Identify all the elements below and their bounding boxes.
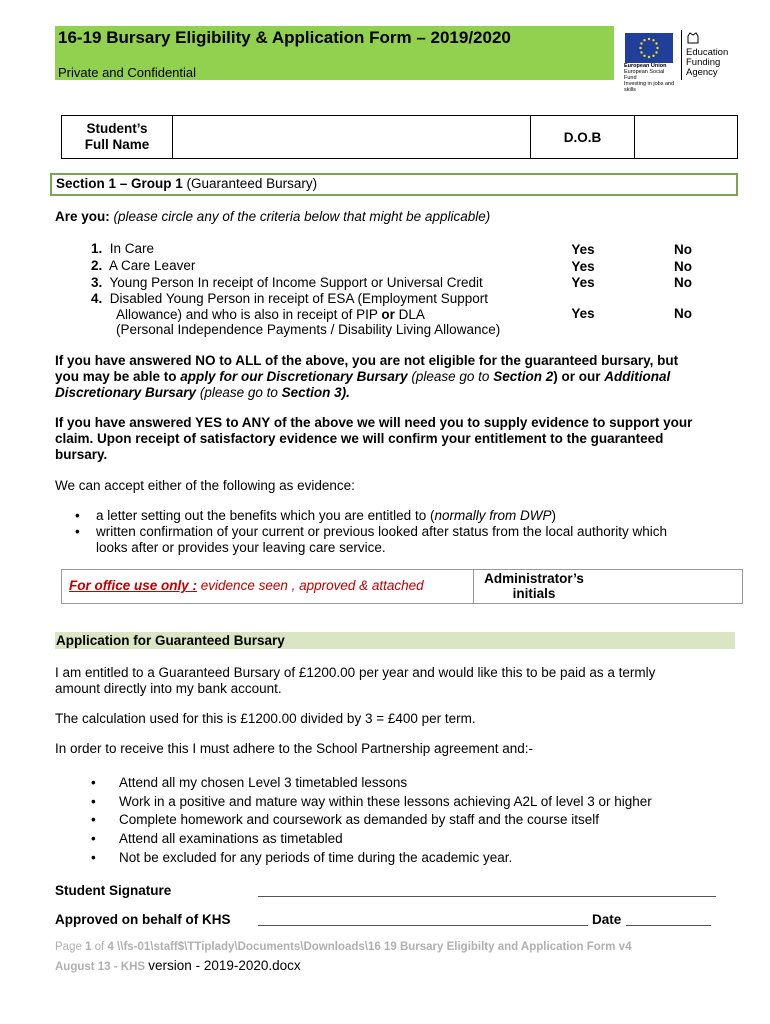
bullet-icon: • bbox=[75, 508, 80, 523]
application-title: Application for Guaranteed Bursary bbox=[56, 633, 285, 648]
approved-signature-line[interactable] bbox=[258, 925, 588, 926]
criteria-text: (Personal Independence Payments / Disability Living Allowance) bbox=[116, 322, 501, 337]
agreement-bullet bbox=[91, 831, 343, 847]
admin-line1: Administrator’s bbox=[484, 571, 584, 586]
np-l2c: (please go to bbox=[407, 369, 494, 384]
date-line[interactable] bbox=[626, 925, 711, 926]
question-bold: Are you: bbox=[55, 209, 110, 224]
criteria-text: In Care bbox=[109, 241, 155, 256]
yes-option-3[interactable]: Yes bbox=[571, 275, 595, 290]
criteria-item-1[interactable] bbox=[91, 241, 154, 257]
np-l3b: (please go to bbox=[196, 385, 282, 400]
efa-line-1: Education bbox=[686, 47, 729, 58]
no-option-4[interactable]: No bbox=[674, 306, 692, 321]
dob-label: D.O.B bbox=[531, 116, 635, 159]
criteria-or: or bbox=[381, 307, 395, 322]
student-name-field[interactable] bbox=[173, 116, 531, 159]
criteria-text: Disabled Young Person in receipt of ESA (Employment Support bbox=[109, 291, 489, 306]
footer-pages: 4 bbox=[107, 941, 114, 953]
eu-line-2: European Social Fund bbox=[624, 69, 665, 81]
office-label: For office use only : bbox=[69, 578, 198, 593]
no-answer-paragraph bbox=[55, 353, 735, 401]
footer-line-1 bbox=[55, 941, 631, 953]
application-para-3: In order to receive this I must adhere to the School Partnership agreement and:- bbox=[55, 741, 534, 756]
np-l2a: you may be able to bbox=[55, 369, 181, 384]
criteria-item-4-line3 bbox=[116, 322, 500, 338]
bullet-icon: • bbox=[91, 831, 96, 846]
criteria-num: 2. bbox=[91, 258, 103, 273]
section1-title-rest: (Guaranteed Bursary) bbox=[182, 176, 318, 191]
admin-initials-label bbox=[474, 571, 594, 601]
np-l2f: Additional bbox=[604, 369, 671, 384]
agreement-text: Attend all my chosen Level 3 timetabled lessons bbox=[119, 775, 408, 790]
no-para-line2 bbox=[55, 369, 735, 385]
np-l2d: Section 2 bbox=[493, 369, 554, 384]
crest-icon bbox=[686, 31, 700, 45]
student-signature-line[interactable] bbox=[258, 896, 716, 897]
application-para-1 bbox=[55, 665, 735, 697]
footer-page-word: Page bbox=[55, 941, 86, 953]
footer-page-num: 1 bbox=[85, 941, 92, 953]
app-p1-line1: I am entitled to a Guaranteed Bursary of £1200.00 per year and would like this to be paid as a termly bbox=[55, 665, 656, 680]
ev-b1b: normally from DWP bbox=[434, 508, 552, 523]
bullet-icon: • bbox=[91, 794, 96, 809]
form-title: 16-19 Bursary Eligibility & Application Form – 2019/2020 bbox=[58, 28, 511, 47]
agreement-text: Work in a positive and mature way within these lessons achieving A2L of level 3 or higher bbox=[119, 794, 652, 809]
bullet-icon: • bbox=[75, 524, 80, 539]
criteria-item-3[interactable] bbox=[91, 275, 483, 291]
criteria-num: 3. bbox=[91, 275, 103, 290]
criteria-item-4-line2 bbox=[116, 307, 425, 323]
evidence-bullet-2 bbox=[75, 524, 668, 540]
footer-version: version - 2019-2020.docx bbox=[148, 958, 301, 973]
efa-line-2: Funding bbox=[686, 57, 721, 68]
no-option-1[interactable]: No bbox=[674, 242, 692, 257]
yes-answer-paragraph bbox=[55, 415, 735, 463]
no-option-3[interactable]: No bbox=[674, 275, 692, 290]
student-details-table bbox=[61, 115, 738, 159]
question-italic: (please circle any of the criteria below that might be applicable) bbox=[113, 209, 491, 224]
no-para-line1: If you have answered NO to ALL of the above, you are not eligible for the guaranteed bursary, but bbox=[55, 353, 679, 368]
dob-field[interactable] bbox=[635, 116, 738, 159]
eu-flag-logo bbox=[625, 33, 673, 63]
efa-line-3: Agency bbox=[686, 67, 718, 78]
efa-logo-text bbox=[686, 48, 728, 78]
np-l3c: Section 3 bbox=[281, 385, 342, 400]
eu-logo-text bbox=[624, 63, 678, 93]
agreement-text: Not be excluded for any periods of time during the academic year. bbox=[119, 850, 513, 865]
np-l3a: Discretionary Bursary bbox=[55, 385, 197, 400]
student-name-label bbox=[62, 116, 173, 159]
footer-path: \\fs-01\staff$\TTiplady\Documents\Downloads\16 19 Bursary Eligibilty and Application Form v4 bbox=[113, 941, 632, 953]
section1-title-bold: Section 1 – Group 1 bbox=[56, 176, 183, 191]
office-evidence-text: evidence seen , approved & attached bbox=[197, 578, 424, 593]
bullet-icon: • bbox=[91, 850, 96, 865]
yes-option-1[interactable]: Yes bbox=[571, 242, 595, 257]
criteria-question bbox=[55, 209, 490, 224]
yes-para-line2: claim. Upon receipt of satisfactory evidence we will confirm your entitlement to the guaranteed bbox=[55, 431, 664, 446]
np-l2b: apply for our Discretionary Bursary bbox=[180, 369, 408, 384]
agreement-text: Complete homework and coursework as demanded by staff and the course itself bbox=[119, 812, 600, 827]
bullet-icon: • bbox=[91, 812, 96, 827]
office-use-text bbox=[69, 578, 424, 593]
criteria-num: 4. bbox=[91, 291, 103, 306]
app-p1-line2: amount directly into my bank account. bbox=[55, 681, 282, 696]
yes-option-4[interactable]: Yes bbox=[571, 306, 595, 321]
no-option-2[interactable]: No bbox=[674, 259, 692, 274]
np-l2e: ) or our bbox=[553, 369, 605, 384]
eu-line-3: Investing in jobs and skills bbox=[624, 81, 675, 93]
agreement-bullet bbox=[91, 794, 652, 810]
criteria-num: 1. bbox=[91, 241, 103, 256]
criteria-text: A Care Leaver bbox=[109, 258, 196, 273]
np-l3d: ). bbox=[341, 385, 350, 400]
eu-line-1: European Union bbox=[624, 63, 667, 69]
agreement-bullet bbox=[91, 850, 513, 866]
approved-label: Approved on behalf of KHS bbox=[55, 912, 231, 927]
form-subtitle: Private and Confidential bbox=[58, 65, 197, 80]
evidence-bullet-2-cont: looks after or provides your leaving care service. bbox=[96, 540, 386, 555]
student-signature-label: Student Signature bbox=[55, 883, 172, 898]
evidence-bullet-1-text bbox=[96, 508, 556, 524]
ev-b1c: ) bbox=[551, 508, 556, 523]
criteria-text: Allowance) and who is also in receipt of PIP bbox=[116, 307, 382, 322]
criteria-item-2[interactable] bbox=[91, 258, 195, 274]
evidence-intro: We can accept either of the following as evidence: bbox=[55, 478, 355, 493]
bullet-icon: • bbox=[91, 775, 96, 790]
ev-b1a: a letter setting out the benefits which you are entitled to ( bbox=[96, 508, 435, 523]
yes-option-2[interactable]: Yes bbox=[571, 259, 595, 274]
evidence-bullet-1 bbox=[75, 508, 556, 524]
date-label: Date bbox=[592, 912, 622, 927]
agreement-bullet bbox=[91, 812, 600, 828]
criteria-item-4[interactable] bbox=[91, 291, 488, 307]
criteria-text: Young Person In receipt of Income Support or Universal Credit bbox=[109, 275, 483, 290]
criteria-text: DLA bbox=[394, 307, 425, 322]
admin-line2: initials bbox=[512, 586, 556, 601]
application-para-2: The calculation used for this is £1200.00 divided by 3 = £400 per term. bbox=[55, 711, 476, 726]
yes-para-line3: bursary. bbox=[55, 447, 108, 462]
footer-date: August 13 - KHS bbox=[55, 961, 149, 973]
no-para-line3 bbox=[55, 385, 735, 401]
section1-title bbox=[56, 176, 317, 191]
student-name-label-line1: Student’s bbox=[86, 121, 148, 136]
yes-para-line1: If you have answered YES to ANY of the above we will need you to supply evidence to support your bbox=[55, 415, 693, 430]
evidence-bullet-2-text: written confirmation of your current or previous looked after status from the local authority which bbox=[96, 524, 668, 539]
agreement-bullet bbox=[91, 775, 408, 791]
admin-initials-field[interactable] bbox=[600, 571, 740, 602]
student-name-label-line2: Full Name bbox=[84, 137, 150, 152]
footer-of: of bbox=[91, 941, 108, 953]
agreement-text: Attend all examinations as timetabled bbox=[119, 831, 343, 846]
footer-line-2 bbox=[55, 958, 301, 973]
